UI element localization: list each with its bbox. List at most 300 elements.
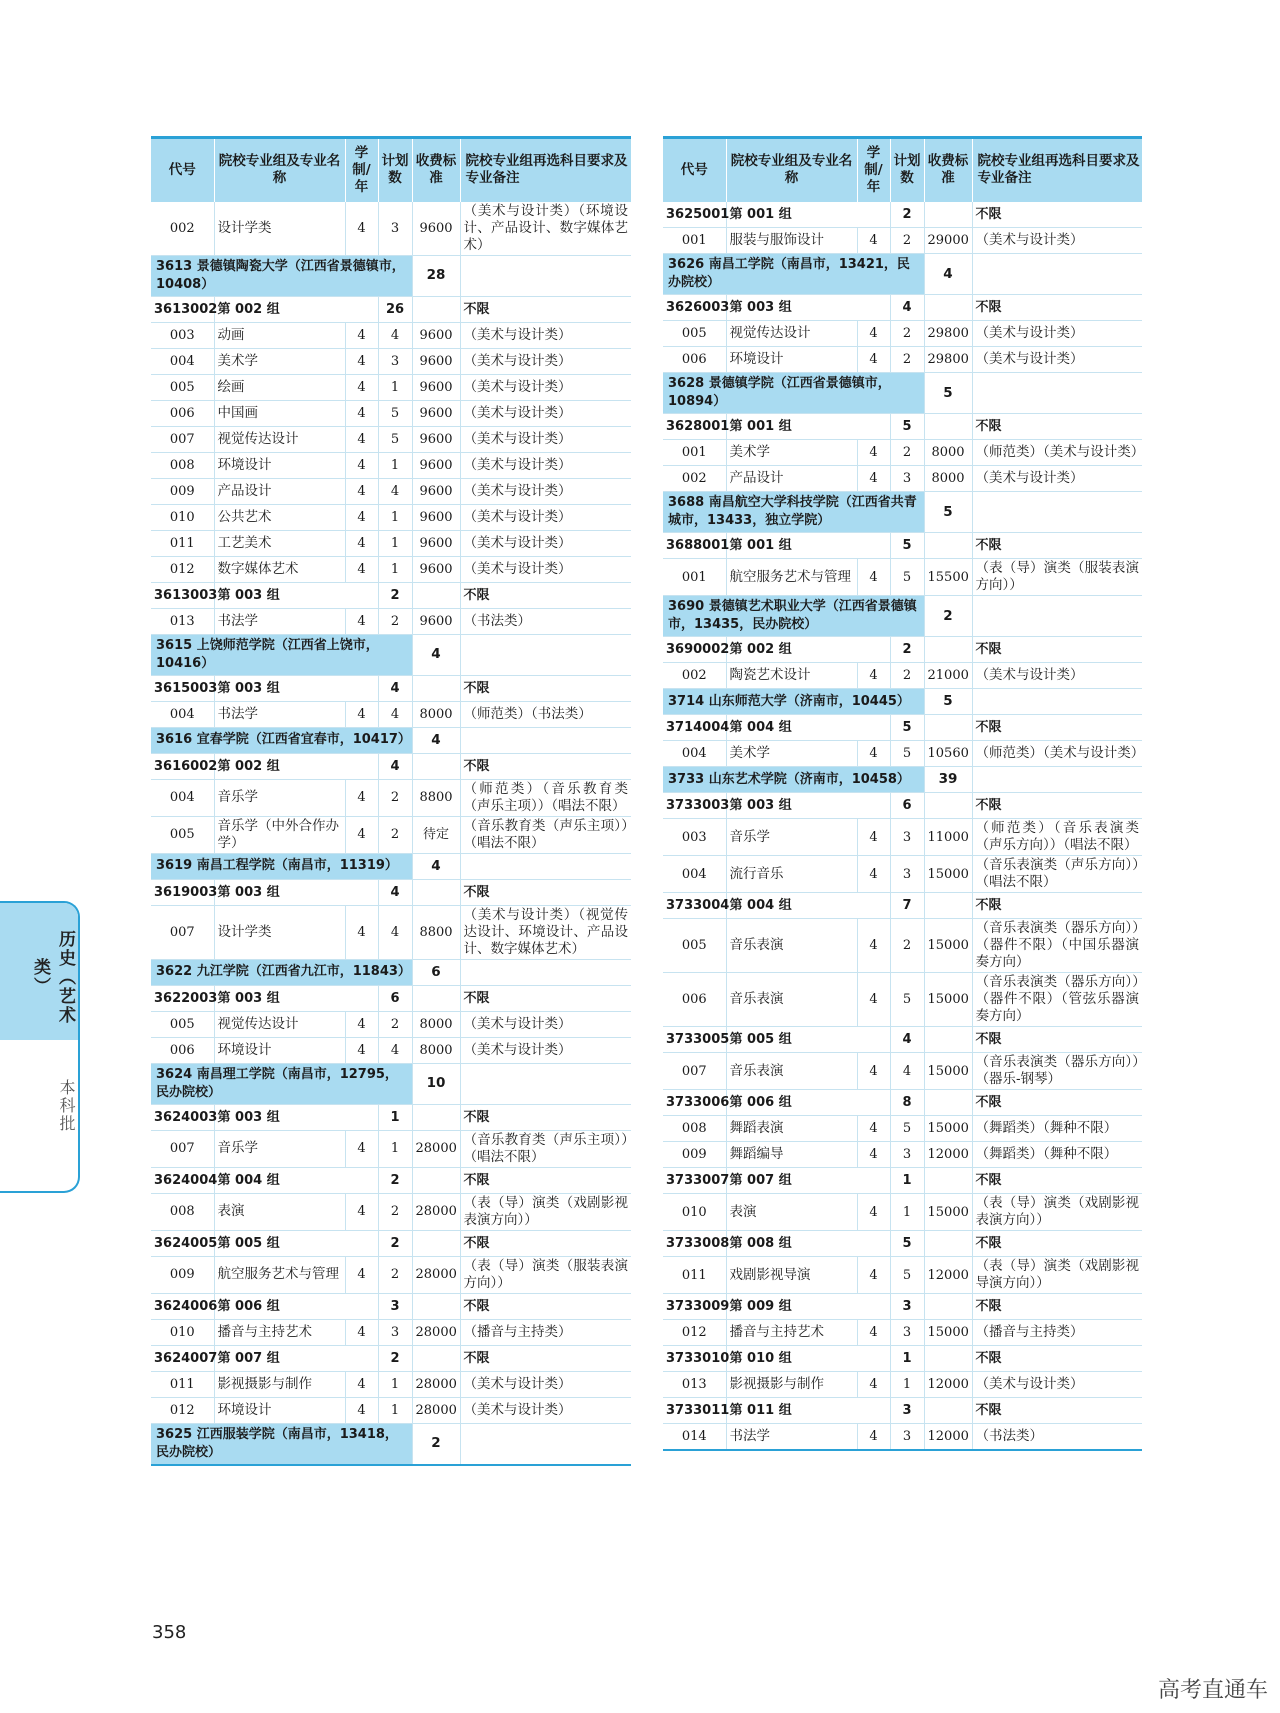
major-note: （书法类）	[460, 608, 631, 634]
major-code: 004	[151, 701, 214, 727]
major-code: 005	[663, 919, 726, 973]
group-row	[663, 295, 1142, 321]
major-note: （美术与设计类）	[460, 348, 631, 374]
major-row	[663, 440, 1142, 466]
major-fee: 8000	[924, 466, 972, 492]
school-row	[151, 959, 631, 985]
major-years: 4	[345, 202, 378, 256]
group-row	[663, 202, 1142, 228]
group-row	[151, 1167, 631, 1193]
school-row	[663, 689, 1142, 715]
major-fee: 8800	[412, 779, 460, 816]
major-name: 表演	[726, 1194, 857, 1231]
major-row	[663, 1053, 1142, 1090]
school-name: 3615 上饶师范学院（江西省上饶市，10416）	[151, 634, 412, 675]
major-code: 005	[151, 374, 214, 400]
group-code: 3733010	[663, 1346, 726, 1372]
header-years: 学制/年	[345, 138, 378, 202]
major-row	[663, 1257, 1142, 1294]
major-code: 010	[151, 1319, 214, 1345]
major-name: 音乐表演	[726, 919, 857, 973]
major-years: 4	[345, 348, 378, 374]
major-name: 美术学	[214, 348, 345, 374]
school-blank	[972, 254, 1142, 295]
major-row	[151, 530, 631, 556]
group-plan-count: 1	[378, 1104, 412, 1130]
major-note: （音乐表演类（器乐方向））（器件不限）（管弦乐器演奏方向）	[972, 973, 1142, 1027]
major-note: （表（导）演类（服装表演方向））	[972, 559, 1142, 596]
group-code: 3624007	[151, 1345, 214, 1371]
major-fee: 29000	[924, 228, 972, 254]
group-plan-count: 2	[890, 637, 924, 663]
major-years: 4	[345, 701, 378, 727]
major-code: 013	[663, 1372, 726, 1398]
school-name: 3619 南昌工程学院（南昌市，11319）	[151, 853, 412, 879]
major-note: （师范类）（美术与设计类）	[972, 741, 1142, 767]
major-note: （美术与设计类）（环境设计、产品设计、数字媒体艺术）	[460, 202, 631, 256]
major-name: 工艺美术	[214, 530, 345, 556]
major-note: （美术与设计类）	[460, 400, 631, 426]
group-plan-count: 4	[378, 879, 412, 905]
major-code: 012	[151, 1397, 214, 1423]
major-fee: 9600	[412, 504, 460, 530]
major-years: 4	[345, 608, 378, 634]
major-fee: 28000	[412, 1193, 460, 1230]
table-body-left	[151, 202, 631, 1465]
group-plan-count: 4	[890, 1027, 924, 1053]
major-plan-count: 3	[378, 348, 412, 374]
group-fee-blank	[924, 793, 972, 819]
major-code: 008	[663, 1116, 726, 1142]
major-code: 007	[151, 905, 214, 959]
major-row	[151, 905, 631, 959]
major-code: 003	[663, 819, 726, 856]
school-name: 3624 南昌理工学院（南昌市，12795，民办院校）	[151, 1063, 412, 1104]
group-row	[663, 1090, 1142, 1116]
group-plan-count: 2	[378, 582, 412, 608]
group-fee-blank	[412, 879, 460, 905]
major-code: 011	[663, 1257, 726, 1294]
major-plan-count: 1	[378, 1130, 412, 1167]
school-row	[151, 1423, 631, 1465]
major-code: 001	[663, 228, 726, 254]
major-row	[151, 816, 631, 853]
major-code: 010	[663, 1194, 726, 1231]
major-plan-count: 4	[378, 701, 412, 727]
major-fee: 9600	[412, 400, 460, 426]
group-name: 第 003 组	[214, 675, 378, 701]
group-requirement: 不限	[972, 893, 1142, 919]
school-name: 3622 九江学院（江西省九江市，11843）	[151, 959, 412, 985]
major-note: （美术与设计类）	[460, 1037, 631, 1063]
major-years: 4	[857, 559, 890, 596]
major-fee: 8800	[412, 905, 460, 959]
major-note: （音乐表演类（器乐方向））（器乐-钢琴）	[972, 1053, 1142, 1090]
major-plan-count: 2	[378, 1193, 412, 1230]
major-note: （音乐教育类（声乐主项））（唱法不限）	[460, 1130, 631, 1167]
group-fee-blank	[924, 1294, 972, 1320]
major-fee: 9600	[412, 530, 460, 556]
major-name: 书法学	[726, 1424, 857, 1450]
major-plan-count: 2	[890, 440, 924, 466]
major-row	[151, 348, 631, 374]
group-row	[151, 985, 631, 1011]
major-code: 003	[151, 322, 214, 348]
major-code: 004	[151, 348, 214, 374]
major-name: 视觉传达设计	[214, 1011, 345, 1037]
major-row	[663, 559, 1142, 596]
major-code: 012	[663, 1320, 726, 1346]
major-row	[151, 556, 631, 582]
group-fee-blank	[412, 1230, 460, 1256]
major-row	[151, 701, 631, 727]
school-plan-count: 2	[924, 596, 972, 637]
header-fee: 收费标准	[924, 138, 972, 202]
major-code: 013	[151, 608, 214, 634]
group-requirement: 不限	[972, 202, 1142, 228]
major-code: 002	[151, 202, 214, 256]
major-name: 舞蹈编导	[726, 1142, 857, 1168]
major-fee: 待定	[412, 816, 460, 853]
major-fee: 28000	[412, 1319, 460, 1345]
group-fee-blank	[924, 893, 972, 919]
group-plan-count: 5	[890, 715, 924, 741]
major-row	[151, 322, 631, 348]
major-years: 4	[345, 426, 378, 452]
major-fee: 12000	[924, 1372, 972, 1398]
major-fee: 9600	[412, 322, 460, 348]
major-years: 4	[345, 478, 378, 504]
major-years: 4	[345, 1319, 378, 1345]
major-code: 008	[151, 452, 214, 478]
group-name: 第 003 组	[726, 295, 890, 321]
major-fee: 9600	[412, 556, 460, 582]
group-row	[663, 1346, 1142, 1372]
major-plan-count: 3	[890, 466, 924, 492]
major-fee: 15000	[924, 1194, 972, 1231]
major-fee: 29800	[924, 347, 972, 373]
header-note: 院校专业组再选科目要求及专业备注	[972, 138, 1142, 202]
group-code: 3733006	[663, 1090, 726, 1116]
group-requirement: 不限	[460, 1167, 631, 1193]
group-code: 3628001	[663, 414, 726, 440]
admission-table-left	[151, 136, 631, 1466]
major-years: 4	[857, 440, 890, 466]
major-code: 005	[151, 816, 214, 853]
school-plan-count: 10	[412, 1063, 460, 1104]
major-years: 4	[345, 1011, 378, 1037]
major-years: 4	[857, 663, 890, 689]
group-code: 3619003	[151, 879, 214, 905]
major-note: （书法类）	[972, 1424, 1142, 1450]
group-row	[151, 1293, 631, 1319]
major-code: 011	[151, 530, 214, 556]
group-requirement: 不限	[972, 1027, 1142, 1053]
group-code: 3624006	[151, 1293, 214, 1319]
group-requirement: 不限	[972, 637, 1142, 663]
school-blank	[460, 959, 631, 985]
major-name: 播音与主持艺术	[214, 1319, 345, 1345]
major-code: 010	[151, 504, 214, 530]
major-code: 005	[663, 321, 726, 347]
group-requirement: 不限	[460, 1230, 631, 1256]
major-row	[663, 919, 1142, 973]
header-fee: 收费标准	[412, 138, 460, 202]
major-code: 002	[663, 466, 726, 492]
major-code: 004	[663, 856, 726, 893]
major-code: 009	[151, 478, 214, 504]
major-years: 4	[345, 1037, 378, 1063]
major-fee: 11000	[924, 819, 972, 856]
group-name: 第 007 组	[214, 1345, 378, 1371]
group-requirement: 不限	[460, 879, 631, 905]
group-row	[663, 893, 1142, 919]
major-note: （美术与设计类）	[972, 1372, 1142, 1398]
school-blank	[972, 596, 1142, 637]
major-years: 4	[857, 1257, 890, 1294]
side-tab-category: 历史（艺术类）	[30, 929, 75, 1025]
major-years: 4	[857, 973, 890, 1027]
group-plan-count: 2	[378, 1345, 412, 1371]
group-code: 3613002	[151, 296, 214, 322]
major-code: 009	[151, 1256, 214, 1293]
major-note: （美术与设计类）	[460, 1371, 631, 1397]
major-fee: 9600	[412, 426, 460, 452]
major-note: （音乐表演类（器乐方向））（器件不限）（中国乐器演奏方向）	[972, 919, 1142, 973]
major-plan-count: 2	[890, 321, 924, 347]
major-note: （美术与设计类）（视觉传达设计、环境设计、产品设计、数字媒体艺术）	[460, 905, 631, 959]
group-fee-blank	[412, 1345, 460, 1371]
group-row	[663, 1398, 1142, 1424]
major-note: （美术与设计类）	[972, 466, 1142, 492]
major-name: 产品设计	[726, 466, 857, 492]
major-code: 005	[151, 1011, 214, 1037]
group-code: 3625001	[663, 202, 726, 228]
school-row	[151, 853, 631, 879]
major-row	[663, 1194, 1142, 1231]
major-note: （播音与主持类）	[972, 1320, 1142, 1346]
group-requirement: 不限	[460, 753, 631, 779]
major-years: 4	[857, 1372, 890, 1398]
group-requirement: 不限	[972, 1398, 1142, 1424]
group-requirement: 不限	[972, 715, 1142, 741]
major-name: 戏剧影视导演	[726, 1257, 857, 1294]
major-plan-count: 5	[890, 1116, 924, 1142]
group-fee-blank	[412, 675, 460, 701]
major-years: 4	[345, 400, 378, 426]
major-fee: 9600	[412, 348, 460, 374]
major-code: 011	[151, 1371, 214, 1397]
major-code: 006	[151, 400, 214, 426]
major-note: （师范类）（音乐教育类（声乐主项））（唱法不限）	[460, 779, 631, 816]
major-row	[663, 663, 1142, 689]
major-years: 4	[857, 1320, 890, 1346]
major-plan-count: 1	[378, 1397, 412, 1423]
major-fee: 10560	[924, 741, 972, 767]
major-plan-count: 1	[378, 1371, 412, 1397]
group-fee-blank	[924, 1398, 972, 1424]
major-name: 环境设计	[214, 1397, 345, 1423]
major-row	[663, 321, 1142, 347]
group-name: 第 003 组	[214, 879, 378, 905]
school-plan-count: 6	[412, 959, 460, 985]
major-plan-count: 1	[378, 556, 412, 582]
major-fee: 9600	[412, 374, 460, 400]
major-plan-count: 2	[378, 779, 412, 816]
group-code: 3733003	[663, 793, 726, 819]
major-plan-count: 1	[890, 1372, 924, 1398]
major-fee: 15000	[924, 1053, 972, 1090]
major-plan-count: 3	[890, 819, 924, 856]
group-code: 3733004	[663, 893, 726, 919]
group-code: 3616002	[151, 753, 214, 779]
major-note: （音乐表演类（声乐方向））（唱法不限）	[972, 856, 1142, 893]
header-plan: 计划数	[890, 138, 924, 202]
section-side-tab	[0, 901, 80, 1193]
group-name: 第 004 组	[726, 893, 890, 919]
school-row	[663, 767, 1142, 793]
school-row	[663, 254, 1142, 295]
group-code: 3733008	[663, 1231, 726, 1257]
group-plan-count: 6	[378, 985, 412, 1011]
major-years: 4	[345, 556, 378, 582]
school-name: 3690 景德镇艺术职业大学（江西省景德镇市，13435，民办院校）	[663, 596, 924, 637]
major-code: 007	[151, 426, 214, 452]
group-requirement: 不限	[972, 1346, 1142, 1372]
group-plan-count: 3	[890, 1398, 924, 1424]
group-fee-blank	[924, 1027, 972, 1053]
group-plan-count: 2	[378, 1230, 412, 1256]
major-row	[151, 400, 631, 426]
group-name: 第 003 组	[726, 793, 890, 819]
major-code: 006	[151, 1037, 214, 1063]
group-name: 第 008 组	[726, 1231, 890, 1257]
school-name: 3733 山东艺术学院（济南市，10458）	[663, 767, 924, 793]
major-note: （师范类）（美术与设计类）	[972, 440, 1142, 466]
watermark-text: 高考直通车	[1158, 1678, 1269, 1703]
group-row	[151, 1104, 631, 1130]
major-plan-count: 4	[378, 478, 412, 504]
group-row	[151, 879, 631, 905]
major-name: 影视摄影与制作	[214, 1371, 345, 1397]
page-number: 358	[152, 1622, 187, 1643]
school-blank	[972, 373, 1142, 414]
major-code: 001	[663, 559, 726, 596]
school-name: 3626 南昌工学院（南昌市，13421，民办院校）	[663, 254, 924, 295]
major-name: 影视摄影与制作	[726, 1372, 857, 1398]
major-plan-count: 5	[890, 1257, 924, 1294]
major-name: 中国画	[214, 400, 345, 426]
major-plan-count: 4	[890, 1053, 924, 1090]
group-name: 第 006 组	[726, 1090, 890, 1116]
table-header-row	[151, 138, 631, 202]
group-row	[151, 1230, 631, 1256]
group-row	[663, 1168, 1142, 1194]
group-requirement: 不限	[460, 296, 631, 322]
major-note: （音乐教育类（声乐主项））（唱法不限）	[460, 816, 631, 853]
group-row	[663, 533, 1142, 559]
school-plan-count: 5	[924, 689, 972, 715]
group-row	[663, 1231, 1142, 1257]
group-code: 3733009	[663, 1294, 726, 1320]
group-requirement: 不限	[460, 675, 631, 701]
major-years: 4	[857, 321, 890, 347]
major-plan-count: 4	[378, 1037, 412, 1063]
major-years: 4	[345, 452, 378, 478]
major-row	[151, 478, 631, 504]
major-row	[151, 1371, 631, 1397]
group-plan-count: 2	[378, 1167, 412, 1193]
major-row	[151, 452, 631, 478]
group-plan-count: 5	[890, 414, 924, 440]
group-fee-blank	[924, 295, 972, 321]
major-row	[151, 374, 631, 400]
group-name: 第 001 组	[726, 533, 890, 559]
major-code: 001	[663, 440, 726, 466]
school-blank	[460, 1063, 631, 1104]
major-years: 4	[857, 1424, 890, 1450]
group-plan-count: 4	[378, 675, 412, 701]
group-name: 第 003 组	[214, 1104, 378, 1130]
group-requirement: 不限	[972, 1168, 1142, 1194]
group-code: 3733007	[663, 1168, 726, 1194]
major-name: 环境设计	[214, 1037, 345, 1063]
group-requirement: 不限	[972, 1090, 1142, 1116]
major-row	[151, 1256, 631, 1293]
major-note: （表（导）演类（戏剧影视导演方向））	[972, 1257, 1142, 1294]
major-fee: 9600	[412, 478, 460, 504]
major-plan-count: 3	[890, 1424, 924, 1450]
major-fee: 9600	[412, 452, 460, 478]
major-years: 4	[345, 1371, 378, 1397]
major-plan-count: 2	[378, 1011, 412, 1037]
header-major: 院校专业组及专业名称	[214, 138, 345, 202]
school-plan-count: 4	[412, 853, 460, 879]
school-blank	[460, 853, 631, 879]
major-name: 服装与服饰设计	[726, 228, 857, 254]
school-name: 3625 江西服装学院（南昌市，13418，民办院校）	[151, 1423, 412, 1465]
major-row	[151, 1319, 631, 1345]
major-years: 4	[857, 919, 890, 973]
group-plan-count: 5	[890, 533, 924, 559]
group-fee-blank	[924, 637, 972, 663]
major-years: 4	[857, 466, 890, 492]
major-note: （师范类）（音乐表演类（声乐方向））（唱法不限）	[972, 819, 1142, 856]
school-plan-count: 4	[412, 727, 460, 753]
major-code: 014	[663, 1424, 726, 1450]
major-name: 公共艺术	[214, 504, 345, 530]
major-plan-count: 3	[378, 1319, 412, 1345]
group-requirement: 不限	[460, 985, 631, 1011]
major-name: 视觉传达设计	[214, 426, 345, 452]
major-row	[151, 1011, 631, 1037]
group-plan-count: 26	[378, 296, 412, 322]
major-fee: 28000	[412, 1397, 460, 1423]
group-name: 第 002 组	[214, 753, 378, 779]
major-note: （美术与设计类）	[972, 228, 1142, 254]
school-row	[663, 596, 1142, 637]
group-name: 第 010 组	[726, 1346, 890, 1372]
major-row	[663, 1372, 1142, 1398]
major-row	[663, 1424, 1142, 1450]
table-header-row	[663, 138, 1142, 202]
major-note: （美术与设计类）	[460, 374, 631, 400]
major-row	[151, 1037, 631, 1063]
major-row	[151, 1397, 631, 1423]
major-fee: 15500	[924, 559, 972, 596]
major-note: （美术与设计类）	[460, 478, 631, 504]
major-fee: 28000	[412, 1371, 460, 1397]
